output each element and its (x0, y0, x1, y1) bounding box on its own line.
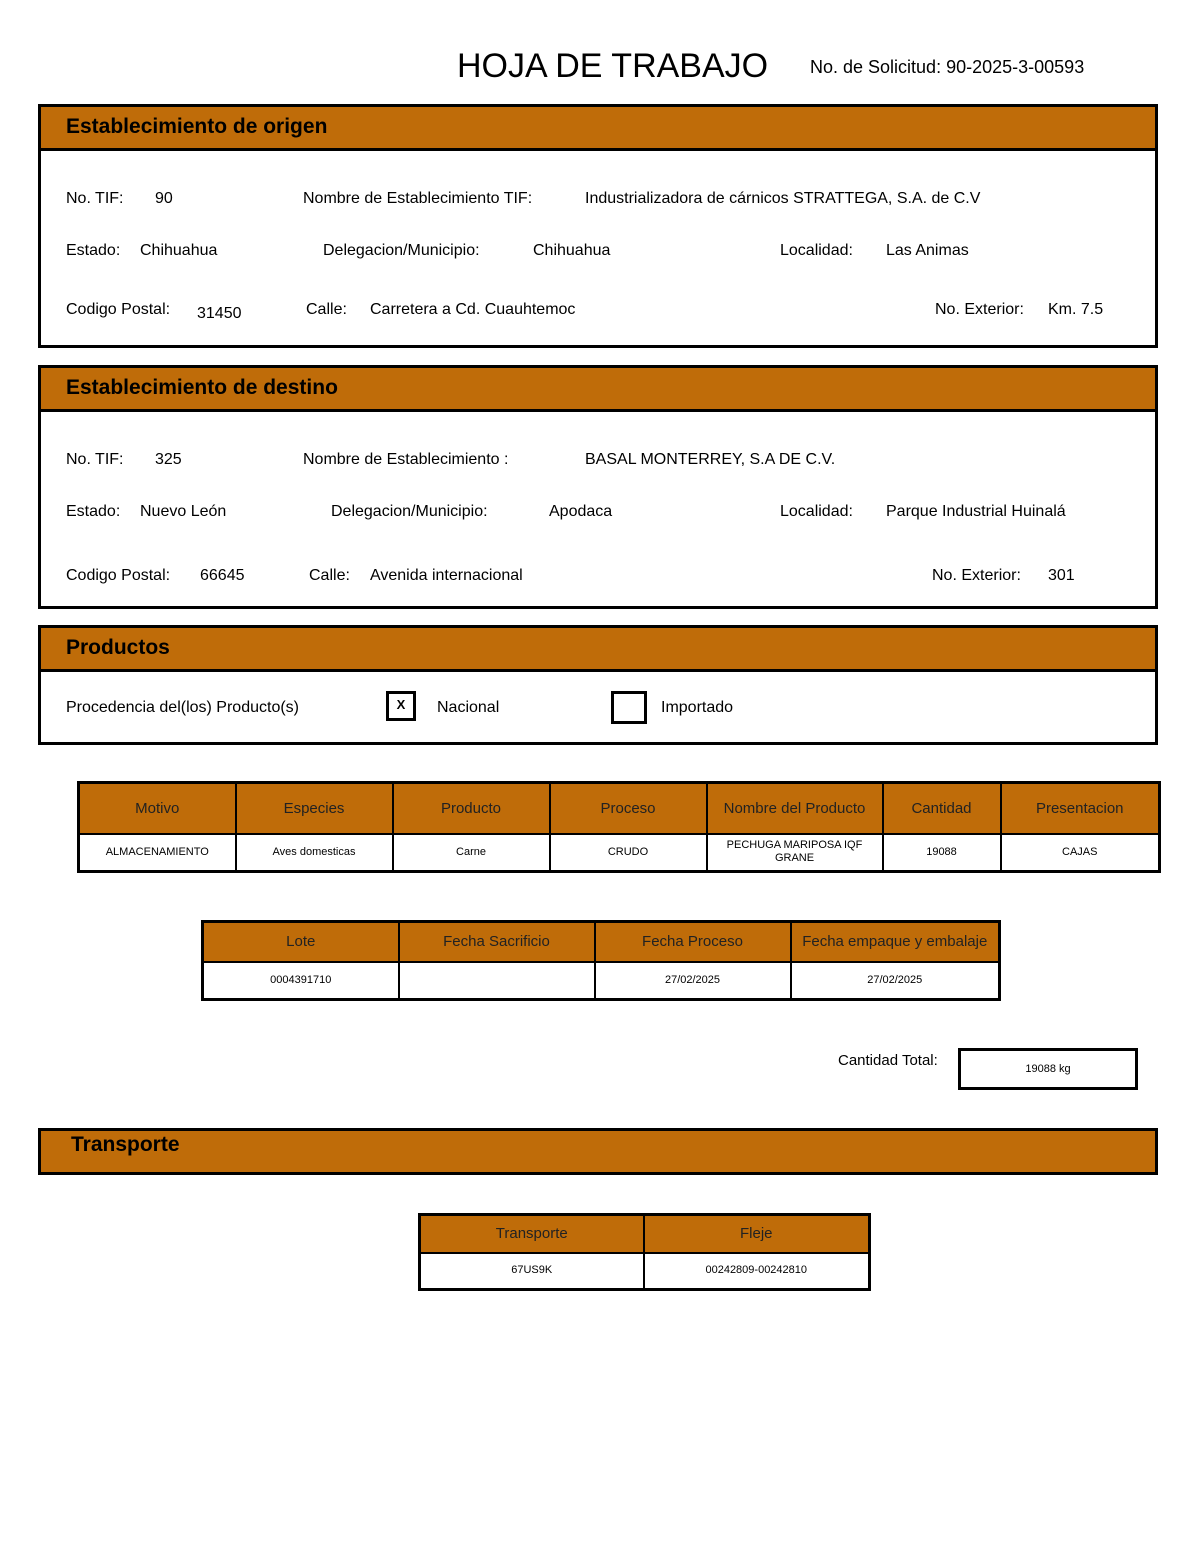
origen-title: Establecimiento de origen (66, 115, 328, 138)
cell-fleje: 00242809-00242810 (644, 1253, 870, 1290)
origen-cp-value: 31450 (197, 305, 242, 322)
productos-header (41, 628, 1155, 672)
origen-localidad-value: Las Animas (886, 242, 969, 259)
destino-tif-value: 325 (155, 451, 182, 468)
header-cell: Fecha Sacrificio (399, 922, 595, 962)
origen-exterior-label: No. Exterior: (935, 301, 1024, 318)
table-row (203, 962, 1000, 1000)
origen-nombre-label: Nombre de Establecimiento TIF: (303, 190, 533, 207)
header-cell: Fleje (644, 1215, 870, 1253)
cell-transporte: 67US9K (420, 1253, 644, 1290)
origen-tif-value: 90 (155, 190, 173, 207)
destino-nombre-label: Nombre de Establecimiento : (303, 451, 509, 468)
table-row (420, 1253, 870, 1290)
header-cell: Proceso (550, 783, 707, 834)
solicitud-value: 90-2025-3-00593 (946, 57, 1085, 77)
origen-exterior-value: Km. 7.5 (1048, 301, 1104, 318)
cell-proceso: CRUDO (550, 834, 707, 872)
destino-cp-label: Codigo Postal: (66, 567, 171, 584)
transporte-table-header (420, 1215, 870, 1253)
origen-estado-value: Chihuahua (140, 242, 218, 259)
transporte-table (418, 1213, 871, 1291)
destino-header (41, 368, 1155, 412)
page-title: HOJA DE TRABAJO (457, 47, 769, 85)
origen-header (41, 107, 1155, 151)
destino-localidad-value: Parque Industrial Huinalá (886, 503, 1066, 520)
lote-table-header (203, 922, 1000, 962)
productos-section (38, 625, 1158, 745)
origen-section (38, 104, 1158, 348)
header-cell: Transporte (420, 1215, 644, 1253)
lote-table (201, 920, 1001, 1001)
table-row (79, 834, 1160, 872)
origen-cp-label: Codigo Postal: (66, 301, 171, 318)
destino-municipio-value: Apodaca (549, 503, 613, 520)
destino-nombre-value: BASAL MONTERREY, S.A DE C.V. (585, 451, 836, 468)
header-cell: Fecha empaque y embalaje (791, 922, 1000, 962)
destino-estado-label: Estado: (66, 503, 121, 520)
productos-title: Productos (66, 636, 170, 659)
header-cell: Presentacion (1001, 783, 1160, 834)
cell-lote: 0004391710 (203, 962, 399, 1000)
destino-exterior-value: 301 (1048, 567, 1075, 584)
destino-title: Establecimiento de destino (66, 376, 338, 399)
destino-exterior-label: No. Exterior: (932, 567, 1021, 584)
cell-motivo: ALMACENAMIENTO (79, 834, 236, 872)
procedencia-label: Procedencia del(los) Producto(s) (66, 699, 299, 716)
origen-estado-label: Estado: (66, 242, 121, 259)
destino-estado-value: Nuevo León (140, 503, 227, 520)
cantidad-total-value: 19088 kg (958, 1048, 1138, 1090)
origen-tif-label: No. TIF: (66, 190, 124, 207)
destino-tif-label: No. TIF: (66, 451, 124, 468)
destino-calle-value: Avenida internacional (370, 567, 523, 584)
transporte-header (38, 1128, 1158, 1175)
cell-cantidad: 19088 (883, 834, 1001, 872)
destino-municipio-label: Delegacion/Municipio: (331, 503, 488, 520)
importado-label: Importado (661, 699, 734, 716)
origen-calle-label: Calle: (306, 301, 347, 318)
destino-section (38, 365, 1158, 609)
header-cell: Nombre del Producto (707, 783, 883, 834)
header-cell: Lote (203, 922, 399, 962)
nacional-label: Nacional (437, 699, 500, 716)
transporte-title: Transporte (71, 1133, 180, 1156)
cell-fecha-sacrificio (399, 962, 595, 1000)
solicitud-number (810, 56, 1084, 78)
destino-localidad-label: Localidad: (780, 503, 853, 520)
header-cell: Motivo (79, 783, 236, 834)
cell-fecha-proceso: 27/02/2025 (595, 962, 791, 1000)
origen-municipio-value: Chihuahua (533, 242, 611, 259)
cantidad-total-label: Cantidad Total: (838, 1052, 938, 1069)
product-table-header (79, 783, 1160, 834)
origen-nombre-value: Industrializadora de cárnicos STRATTEGA, S.A. de C.V (585, 190, 981, 207)
destino-calle-label: Calle: (309, 567, 350, 584)
origen-localidad-label: Localidad: (780, 242, 853, 259)
header-cell: Producto (393, 783, 550, 834)
importado-checkbox[interactable] (611, 691, 647, 724)
transporte-section (38, 1128, 1158, 1175)
cell-nombre-producto: PECHUGA MARIPOSA IQF GRANE (707, 834, 883, 872)
cell-especies: Aves domesticas (236, 834, 393, 872)
header-cell: Especies (236, 783, 393, 834)
nacional-checkbox[interactable]: X (386, 691, 416, 721)
destino-cp-value: 66645 (200, 567, 245, 584)
header-cell: Fecha Proceso (595, 922, 791, 962)
origen-municipio-label: Delegacion/Municipio: (323, 242, 480, 259)
origen-calle-value: Carretera a Cd. Cuauhtemoc (370, 301, 576, 318)
solicitud-label: No. de Solicitud: (810, 57, 942, 77)
cell-producto: Carne (393, 834, 550, 872)
header-cell: Cantidad (883, 783, 1001, 834)
cell-presentacion: CAJAS (1001, 834, 1160, 872)
cell-fecha-empaque: 27/02/2025 (791, 962, 1000, 1000)
product-table (77, 781, 1161, 873)
